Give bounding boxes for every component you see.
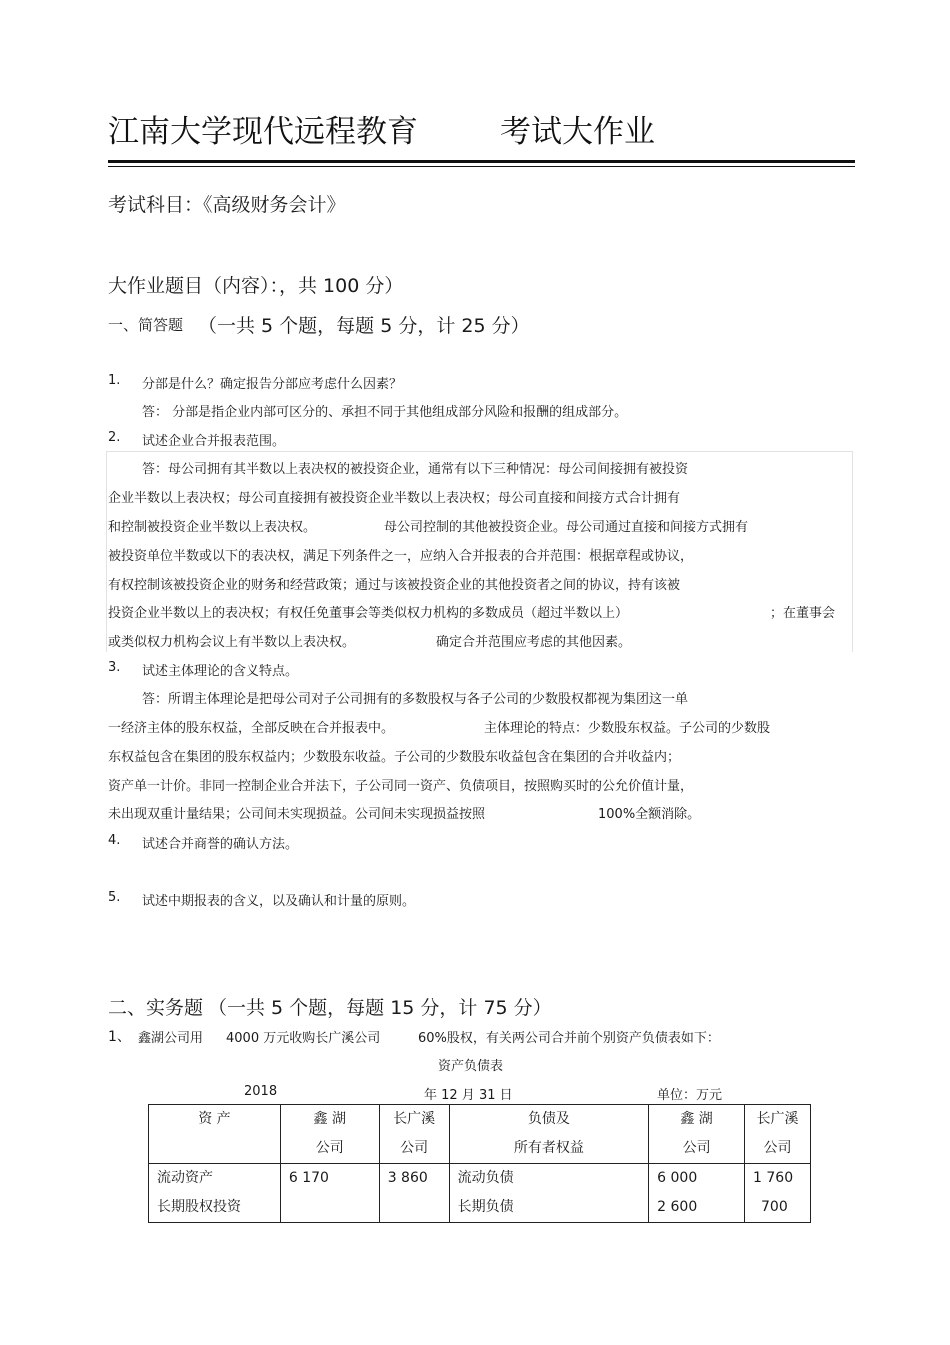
title-exam: 考试大作业 [500, 114, 655, 150]
question-text: 试述合并商誉的确认方法。 [142, 837, 299, 852]
question-number: 4. [108, 833, 121, 848]
table-header-row [149, 1105, 811, 1164]
header-xinhu-company: 鑫 湖 公司 [280, 1105, 379, 1164]
question-number: 3. [108, 660, 121, 675]
practice-text: 60%股权，有关两公司合并前个别资产负债表如下： [418, 1031, 720, 1046]
answer-3-line: 东权益包含在集团的股东权益内；少数股东收益。子公司的少数股东收益包含在集团的合并收益内； [108, 750, 681, 765]
header-changguangxi-company: 长广溪 公司 [379, 1105, 449, 1164]
question-text: 试述中期报表的含义，以及确认和计量的原则。 [142, 894, 416, 909]
title-school: 江南大学现代远程教育 [108, 114, 418, 150]
answer-2-line: ；在董事会 [770, 606, 836, 621]
table-row [149, 1164, 811, 1223]
answer-3-line: 一经济主体的股东权益，全部反映在合并报表中。 [108, 721, 395, 736]
question-text: 试述主体理论的含义特点。 [142, 664, 299, 679]
table-cell: 1 760 700 [745, 1164, 811, 1223]
header-changguangxi-company: 长广溪 公司 [745, 1105, 811, 1164]
answer-1: 答： 分部是指企业内部可区分的、承担不同于其他组成部分风险和报酬的组成部分。 [142, 405, 628, 420]
answer-2-line: 确定合并范围应考虑的其他因素。 [436, 635, 632, 650]
question-number: 2. [108, 430, 121, 445]
table-cell: 流动资产 长期股权投资 [149, 1164, 281, 1223]
table-title: 资产负债表 [438, 1059, 504, 1074]
section1-label: 一、简答题 [108, 316, 184, 334]
answer-2-line: 母公司控制的其他被投资企业。母公司通过直接和间接方式拥有 [384, 520, 749, 535]
answer-3-line: 主体理论的特点：少数股东权益。子公司的少数股 [484, 721, 771, 736]
table-cell: 3 860 [379, 1164, 449, 1223]
answer-2-line: 被投资单位半数或以下的表决权，满足下列条件之一，应纳入合并报表的合并范围：根据章程或协议， [108, 549, 694, 564]
date-year: 2018 [244, 1084, 278, 1099]
unit-label: 单位：万元 [657, 1088, 723, 1103]
section2-label: 二、实务题 [108, 997, 204, 1019]
answer-2-line: 有权控制该被投资企业的财务和经营政策；通过与该被投资企业的其他投资者之间的协议，持有该被 [108, 578, 681, 593]
table-cell: 流动负债 长期负债 [449, 1164, 649, 1223]
date-month-day: 年 12 月 31 日 [424, 1088, 513, 1103]
practice-text: 4000 万元收购长广溪公司 [226, 1031, 381, 1046]
table-cell: 6 000 2 600 [649, 1164, 745, 1223]
answer-3-line: 资产单一计价。非同一控制企业合并法下，子公司同一资产、负债项目，按照购买时的公允价值计量， [108, 779, 694, 794]
practice-text: 鑫湖公司用 [138, 1031, 204, 1046]
header-assets: 资 产 [149, 1105, 281, 1164]
question-text: 分部是什么？确定报告分部应考虑什么因素？ [142, 377, 403, 392]
title-rule-thick [108, 160, 855, 163]
answer-2-line: 企业半数以上表决权；母公司直接拥有被投资企业半数以上表决权；母公司直接和间接方式合计拥有 [108, 491, 681, 506]
header-xinhu-company: 鑫 湖 公司 [649, 1105, 745, 1164]
answer-2-line: 和控制被投资企业半数以上表决权。 [108, 520, 317, 535]
practice-number: 1、 [108, 1029, 131, 1045]
section2-detail: （一共 5 个题，每题 15 分，计 75 分） [208, 997, 552, 1019]
exam-subject: 考试科目：《高级财务会计》 [108, 194, 346, 216]
table-cell: 6 170 [280, 1164, 379, 1223]
answer-2-line: 答：母公司拥有其半数以上表决权的被投资企业，通常有以下三种情况：母公司间接拥有被投资 [142, 462, 689, 477]
header-liabilities-equity: 负债及 所有者权益 [449, 1105, 649, 1164]
answer-3-line: 100%全额消除。 [598, 807, 701, 822]
question-number: 1. [108, 373, 121, 388]
title-rule-thin [108, 166, 855, 167]
question-text: 试述企业合并报表范围。 [142, 434, 286, 449]
assignment-overview: 大作业题目（内容）：，共 100 分） [108, 275, 404, 297]
answer-2-line: 投资企业半数以上的表决权；有权任免董事会等类似权力机构的多数成员（超过半数以上） [108, 606, 629, 621]
question-number: 5. [108, 890, 121, 905]
balance-sheet-table [148, 1104, 811, 1223]
answer-2-line: 或类似权力机构会议上有半数以上表决权。 [108, 635, 356, 650]
answer-3-line: 未出现双重计量结果；公司间未实现损益。公司间未实现损益按照 [108, 807, 486, 822]
section1-detail: （一共 5 个题，每题 5 分，计 25 分） [198, 315, 530, 337]
answer-3-line: 答：所谓主体理论是把母公司对子公司拥有的多数股权与各子公司的少数股权都视为集团这一单 [142, 692, 689, 707]
